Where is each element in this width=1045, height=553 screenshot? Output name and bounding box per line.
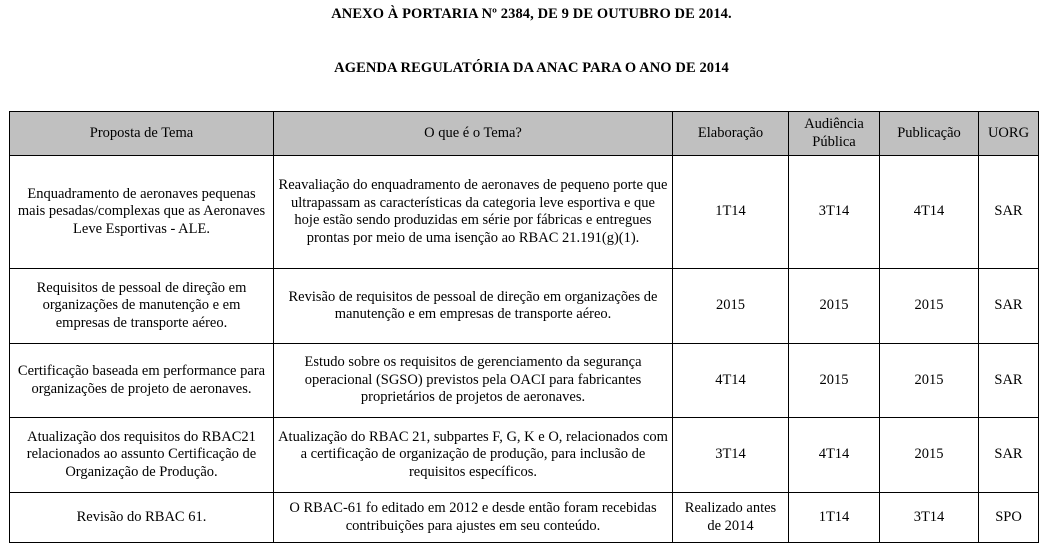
table-row [10, 156, 1039, 269]
cell-proposta: Certificação baseada em performance para organizações de projeto de aeronaves. [10, 344, 274, 418]
cell-uorg: SAR [979, 156, 1039, 269]
agenda-title: AGENDA REGULATÓRIA DA ANAC PARA O ANO DE 2014 [334, 60, 729, 76]
cell-uorg: SAR [979, 344, 1039, 418]
cell-uorg: SAR [979, 418, 1039, 493]
cell-audiencia: 1T14 [789, 493, 880, 543]
cell-tema: O RBAC-61 fo editado em 2012 e desde então foram recebidas contribuições para ajustes em seu conteúdo. [274, 493, 673, 543]
cell-audiencia: 2015 [789, 269, 880, 344]
cell-publicacao: 2015 [880, 269, 979, 344]
cell-tema: Atualização do RBAC 21, subpartes F, G, K e O, relacionados com a certificação de organização de produção, para inclusão de requisitos específicos. [274, 418, 673, 493]
header-elaboracao: Elaboração [673, 112, 789, 156]
header-publicacao: Publicação [880, 112, 979, 156]
cell-publicacao: 3T14 [880, 493, 979, 543]
cell-audiencia: 3T14 [789, 156, 880, 269]
cell-publicacao: 2015 [880, 344, 979, 418]
regulatory-agenda-table [9, 111, 1039, 543]
table-row [10, 418, 1039, 493]
header-proposta: Proposta de Tema [10, 112, 274, 156]
cell-publicacao: 2015 [880, 418, 979, 493]
cell-tema: Reavaliação do enquadramento de aeronaves de pequeno porte que ultrapassam as características da categoria leve esportiva e que hoje estão sendo produzidas em série por fábricas e entregues prontas por meio de uma isenção ao RBAC 21.191(g)(1). [274, 156, 673, 269]
cell-elaboracao: 4T14 [673, 344, 789, 418]
header-audiencia: Audiência Pública [789, 112, 880, 156]
cell-proposta: Requisitos de pessoal de direção em organizações de manutenção e em empresas de transporte aéreo. [10, 269, 274, 344]
cell-tema: Estudo sobre os requisitos de gerenciamento da segurança operacional (SGSO) previstos pela OACI para fabricantes proprietários de projetos de aeronaves. [274, 344, 673, 418]
cell-audiencia: 2015 [789, 344, 880, 418]
cell-elaboracao: 2015 [673, 269, 789, 344]
annex-title: ANEXO À PORTARIA Nº 2384, DE 9 DE OUTUBRO DE 2014. [331, 6, 732, 22]
cell-proposta: Enquadramento de aeronaves pequenas mais pesadas/complexas que as Aeronaves Leve Esportivas - ALE. [10, 156, 274, 269]
cell-elaboracao: Realizado antes de 2014 [673, 493, 789, 543]
cell-tema: Revisão de requisitos de pessoal de direção em organizações de manutenção e em empresas de transporte aéreo. [274, 269, 673, 344]
table-row [10, 269, 1039, 344]
cell-elaboracao: 1T14 [673, 156, 789, 269]
cell-elaboracao: 3T14 [673, 418, 789, 493]
cell-uorg: SPO [979, 493, 1039, 543]
table-row [10, 493, 1039, 543]
header-tema: O que é o Tema? [274, 112, 673, 156]
cell-proposta: Revisão do RBAC 61. [10, 493, 274, 543]
table-header-row [10, 112, 1039, 156]
cell-audiencia: 4T14 [789, 418, 880, 493]
cell-proposta: Atualização dos requisitos do RBAC21 relacionados ao assunto Certificação de Organização de Produção. [10, 418, 274, 493]
cell-uorg: SAR [979, 269, 1039, 344]
cell-publicacao: 4T14 [880, 156, 979, 269]
header-uorg: UORG [979, 112, 1039, 156]
table-row [10, 344, 1039, 418]
